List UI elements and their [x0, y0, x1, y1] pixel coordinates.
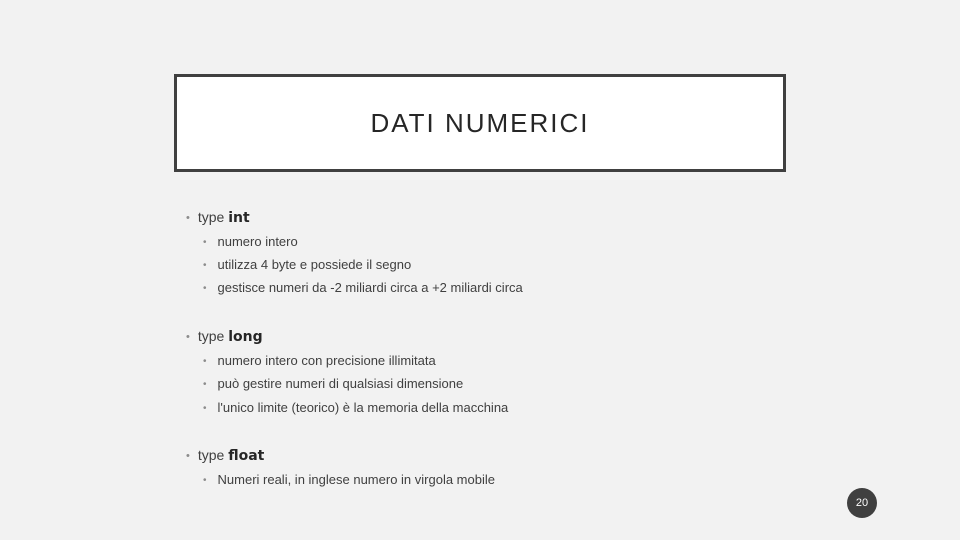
list-item-text: Numeri reali, in inglese numero in virgola mobile — [217, 472, 495, 487]
section-keyword: long — [228, 329, 263, 345]
slide-title: DATI NUMERICI — [370, 107, 590, 138]
list-item — [203, 376, 463, 391]
list-item-text: può gestire numeri di qualsiasi dimensione — [217, 376, 464, 391]
bullet-icon: • — [186, 212, 190, 224]
list-item — [203, 234, 298, 249]
section-prefix: type — [197, 447, 229, 463]
bullet-icon: • — [186, 450, 190, 462]
section-keyword: float — [228, 448, 265, 464]
list-item-text: gestisce numeri da -2 miliardi circa a +2 miliardi circa — [217, 280, 523, 295]
list-item — [203, 400, 508, 415]
bullet-icon: • — [203, 356, 207, 367]
bullet-icon: • — [203, 283, 207, 294]
section-prefix: type — [197, 328, 229, 344]
list-item-text: utilizza 4 byte e possiede il segno — [217, 257, 412, 272]
section-float — [186, 447, 264, 464]
bullet-icon: • — [203, 403, 207, 414]
bullet-icon: • — [186, 331, 190, 343]
list-item-text: l'unico limite (teorico) è la memoria della macchina — [217, 400, 509, 415]
page-number-badge: 20 — [847, 488, 877, 518]
section-prefix: type — [197, 209, 229, 225]
bullet-icon: • — [203, 475, 207, 486]
list-item — [203, 472, 495, 487]
section-keyword: int — [228, 210, 250, 226]
section-long — [186, 328, 263, 345]
list-item — [203, 280, 523, 295]
list-item — [203, 257, 411, 272]
list-item — [203, 353, 436, 368]
list-item-text: numero intero — [217, 234, 298, 249]
section-int — [186, 209, 250, 226]
list-item-text: numero intero con precisione illimitata — [217, 353, 436, 368]
bullet-icon: • — [203, 379, 207, 390]
bullet-icon: • — [203, 237, 207, 248]
bullet-icon: • — [203, 260, 207, 271]
